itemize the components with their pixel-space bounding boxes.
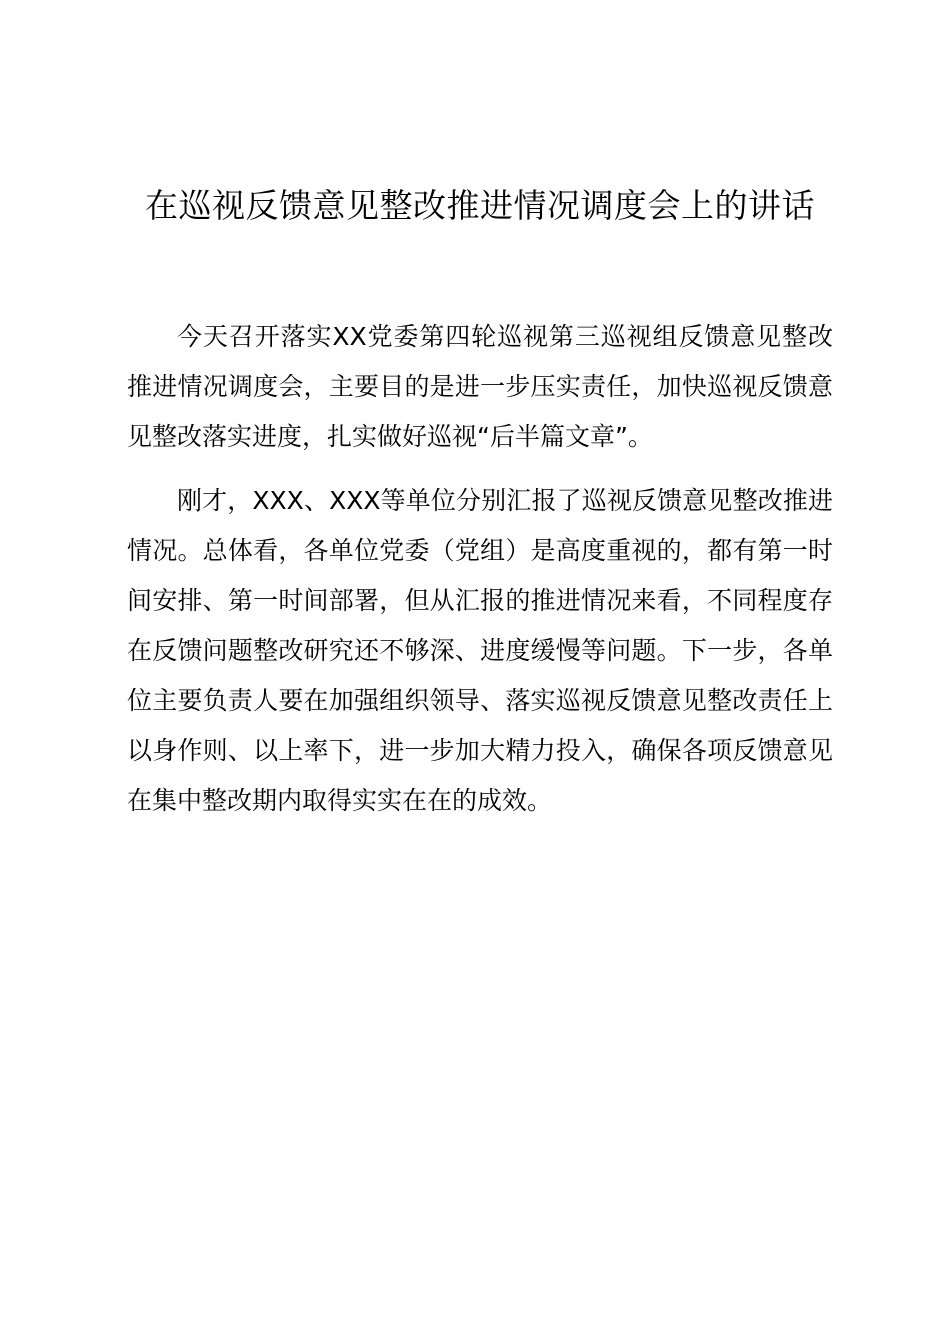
document-body [127, 312, 833, 840]
body-paragraph-1: 今天召开落实XX党委第四轮巡视第三巡视组反馈意见整改推进情况调度会，主要目的是进一步压实责任，加快巡视反馈意见整改落实进度，扎实做好巡视“后半篇文章”。 [127, 322, 833, 451]
document-title: 在巡视反馈意见整改推进情况调度会上的讲话 [145, 186, 815, 225]
body-paragraph-2: 刚才，XXX、XXX等单位分别汇报了巡视反馈意见整改推进情况。总体看，各单位党委（党组）是高度重视的，都有第一时间安排、第一时间部署，但从汇报的推进情况来看，不同程度存在反馈问题整改研究还不够深、进度缓慢等问题。下一步，各单位主要负责人要在加强组织领导、落实巡视反馈意见整改责任上以身作则、以上率下，进一步加大精力投入，确保各项反馈意见在集中整改期内取得实实在在的成效。 [127, 486, 833, 815]
